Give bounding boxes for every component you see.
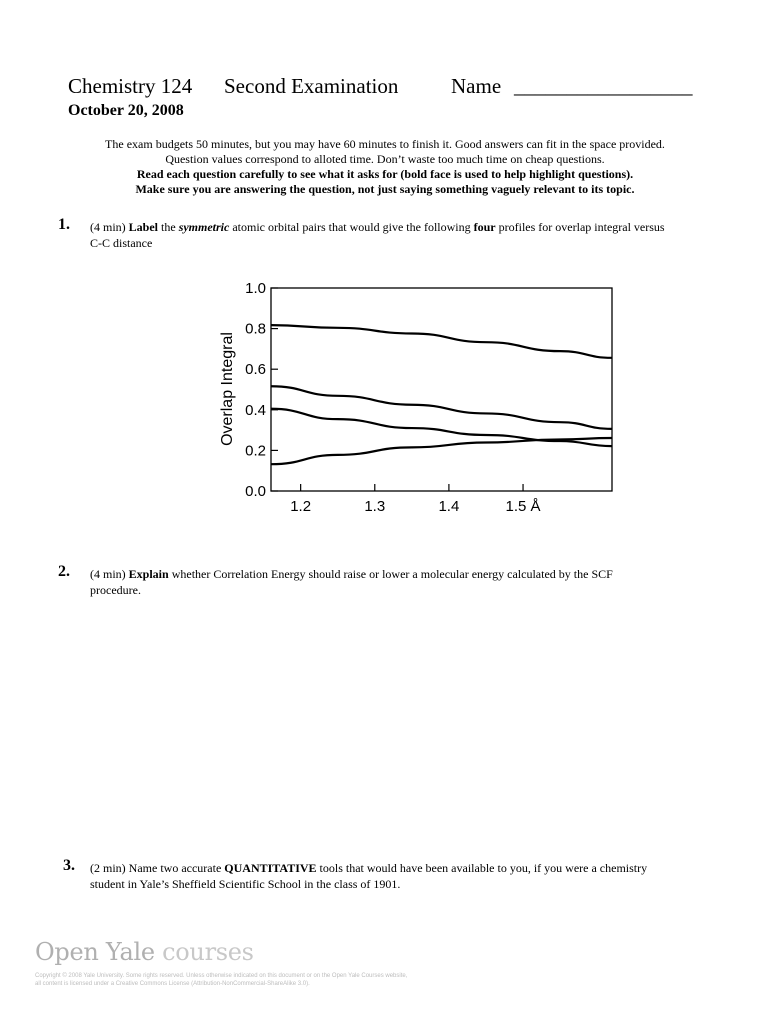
exam-title: Second Examination — [224, 74, 399, 98]
name-label: Name — [451, 74, 502, 98]
y-tick-label: 0.6 — [245, 361, 266, 379]
question-1-text-part: profiles for overlap integral versus C-C distance — [90, 220, 665, 250]
logo-main-text: Open Yale — [35, 938, 163, 966]
y-tick-label: 0.0 — [245, 483, 266, 500]
logo-sub-text: courses — [162, 938, 254, 966]
question-3-number: 3. — [63, 857, 75, 874]
name-blank: _________________ — [514, 74, 693, 98]
x-tick-label: 1.5 Å — [505, 498, 541, 515]
instruction-line-2: Question values correspond to alloted time. Don’t waste too much time on cheap questions. — [165, 152, 605, 166]
x-tick-label: 1.4 — [438, 498, 460, 515]
y-tick-label: 1.0 — [245, 280, 266, 297]
question-1-number: 1. — [58, 216, 70, 233]
y-tick-label: 0.4 — [245, 401, 266, 419]
axis-ticks — [245, 280, 540, 515]
question-2-text-part: whether Correlation Energy should raise or lower a molecular energy calculated by the SCF procedure. — [90, 567, 613, 597]
question-1-text-part: the — [158, 220, 179, 234]
question-3-text-part: tools that would have been available to you, if you were a chemistry student in Yale’s Sheffield Scientific School in the class of 1901. — [90, 861, 648, 891]
open-yale-courses-logo — [35, 938, 254, 966]
question-3-text-part: Name two accurate — [125, 861, 225, 875]
question-2-number: 2. — [58, 563, 70, 580]
question-1-emphasis: four — [473, 220, 496, 234]
question-3-text — [90, 860, 660, 892]
question-3-keyword: QUANTITATIVE — [224, 861, 317, 875]
instruction-line-3: Read each question carefully to see what it asks for (bold face is used to help highlight questions). — [136, 167, 634, 181]
question-1-keyword: Label — [128, 220, 159, 234]
data-series — [271, 325, 612, 464]
question-1-text — [90, 219, 670, 251]
series-line-2 — [271, 386, 612, 429]
exam-date: October 20, 2008 — [68, 102, 184, 119]
question-2-time: (4 min) — [90, 567, 126, 581]
y-axis-label: Overlap Integral — [219, 332, 236, 446]
series-line-1 — [271, 325, 612, 358]
course-title: Chemistry 124 — [68, 74, 193, 98]
copyright-notice: Copyright © 2008 Yale University. Some rights reserved. Unless otherwise indicated on this document or on the Open Yale Courses website, all content is licensed under a Creative Commons License (Attribution-NonCommercial-ShareAlike 3.0). — [35, 973, 408, 987]
y-tick-label: 0.8 — [245, 320, 266, 338]
overlap-integral-chart — [210, 272, 630, 522]
y-tick-label: 0.2 — [245, 442, 266, 460]
question-3-time: (2 min) — [90, 861, 126, 875]
x-tick-label: 1.3 — [364, 498, 386, 515]
question-1-time: (4 min) — [90, 220, 126, 234]
question-2-keyword: Explain — [128, 567, 169, 581]
question-2-text — [90, 566, 660, 598]
instruction-line-4: Make sure you are answering the question, not just saying something vaguely relevant to its topic. — [135, 182, 635, 196]
question-1-text-part: atomic orbital pairs that would give the following — [229, 220, 474, 234]
x-tick-label: 1.2 — [290, 498, 312, 515]
plot-frame — [271, 288, 612, 491]
instruction-line-1: The exam budgets 50 minutes, but you may have 60 minutes to finish it. Good answers can fit in the space provided. — [105, 137, 665, 151]
question-1-emphasis: symmetric — [178, 220, 230, 234]
